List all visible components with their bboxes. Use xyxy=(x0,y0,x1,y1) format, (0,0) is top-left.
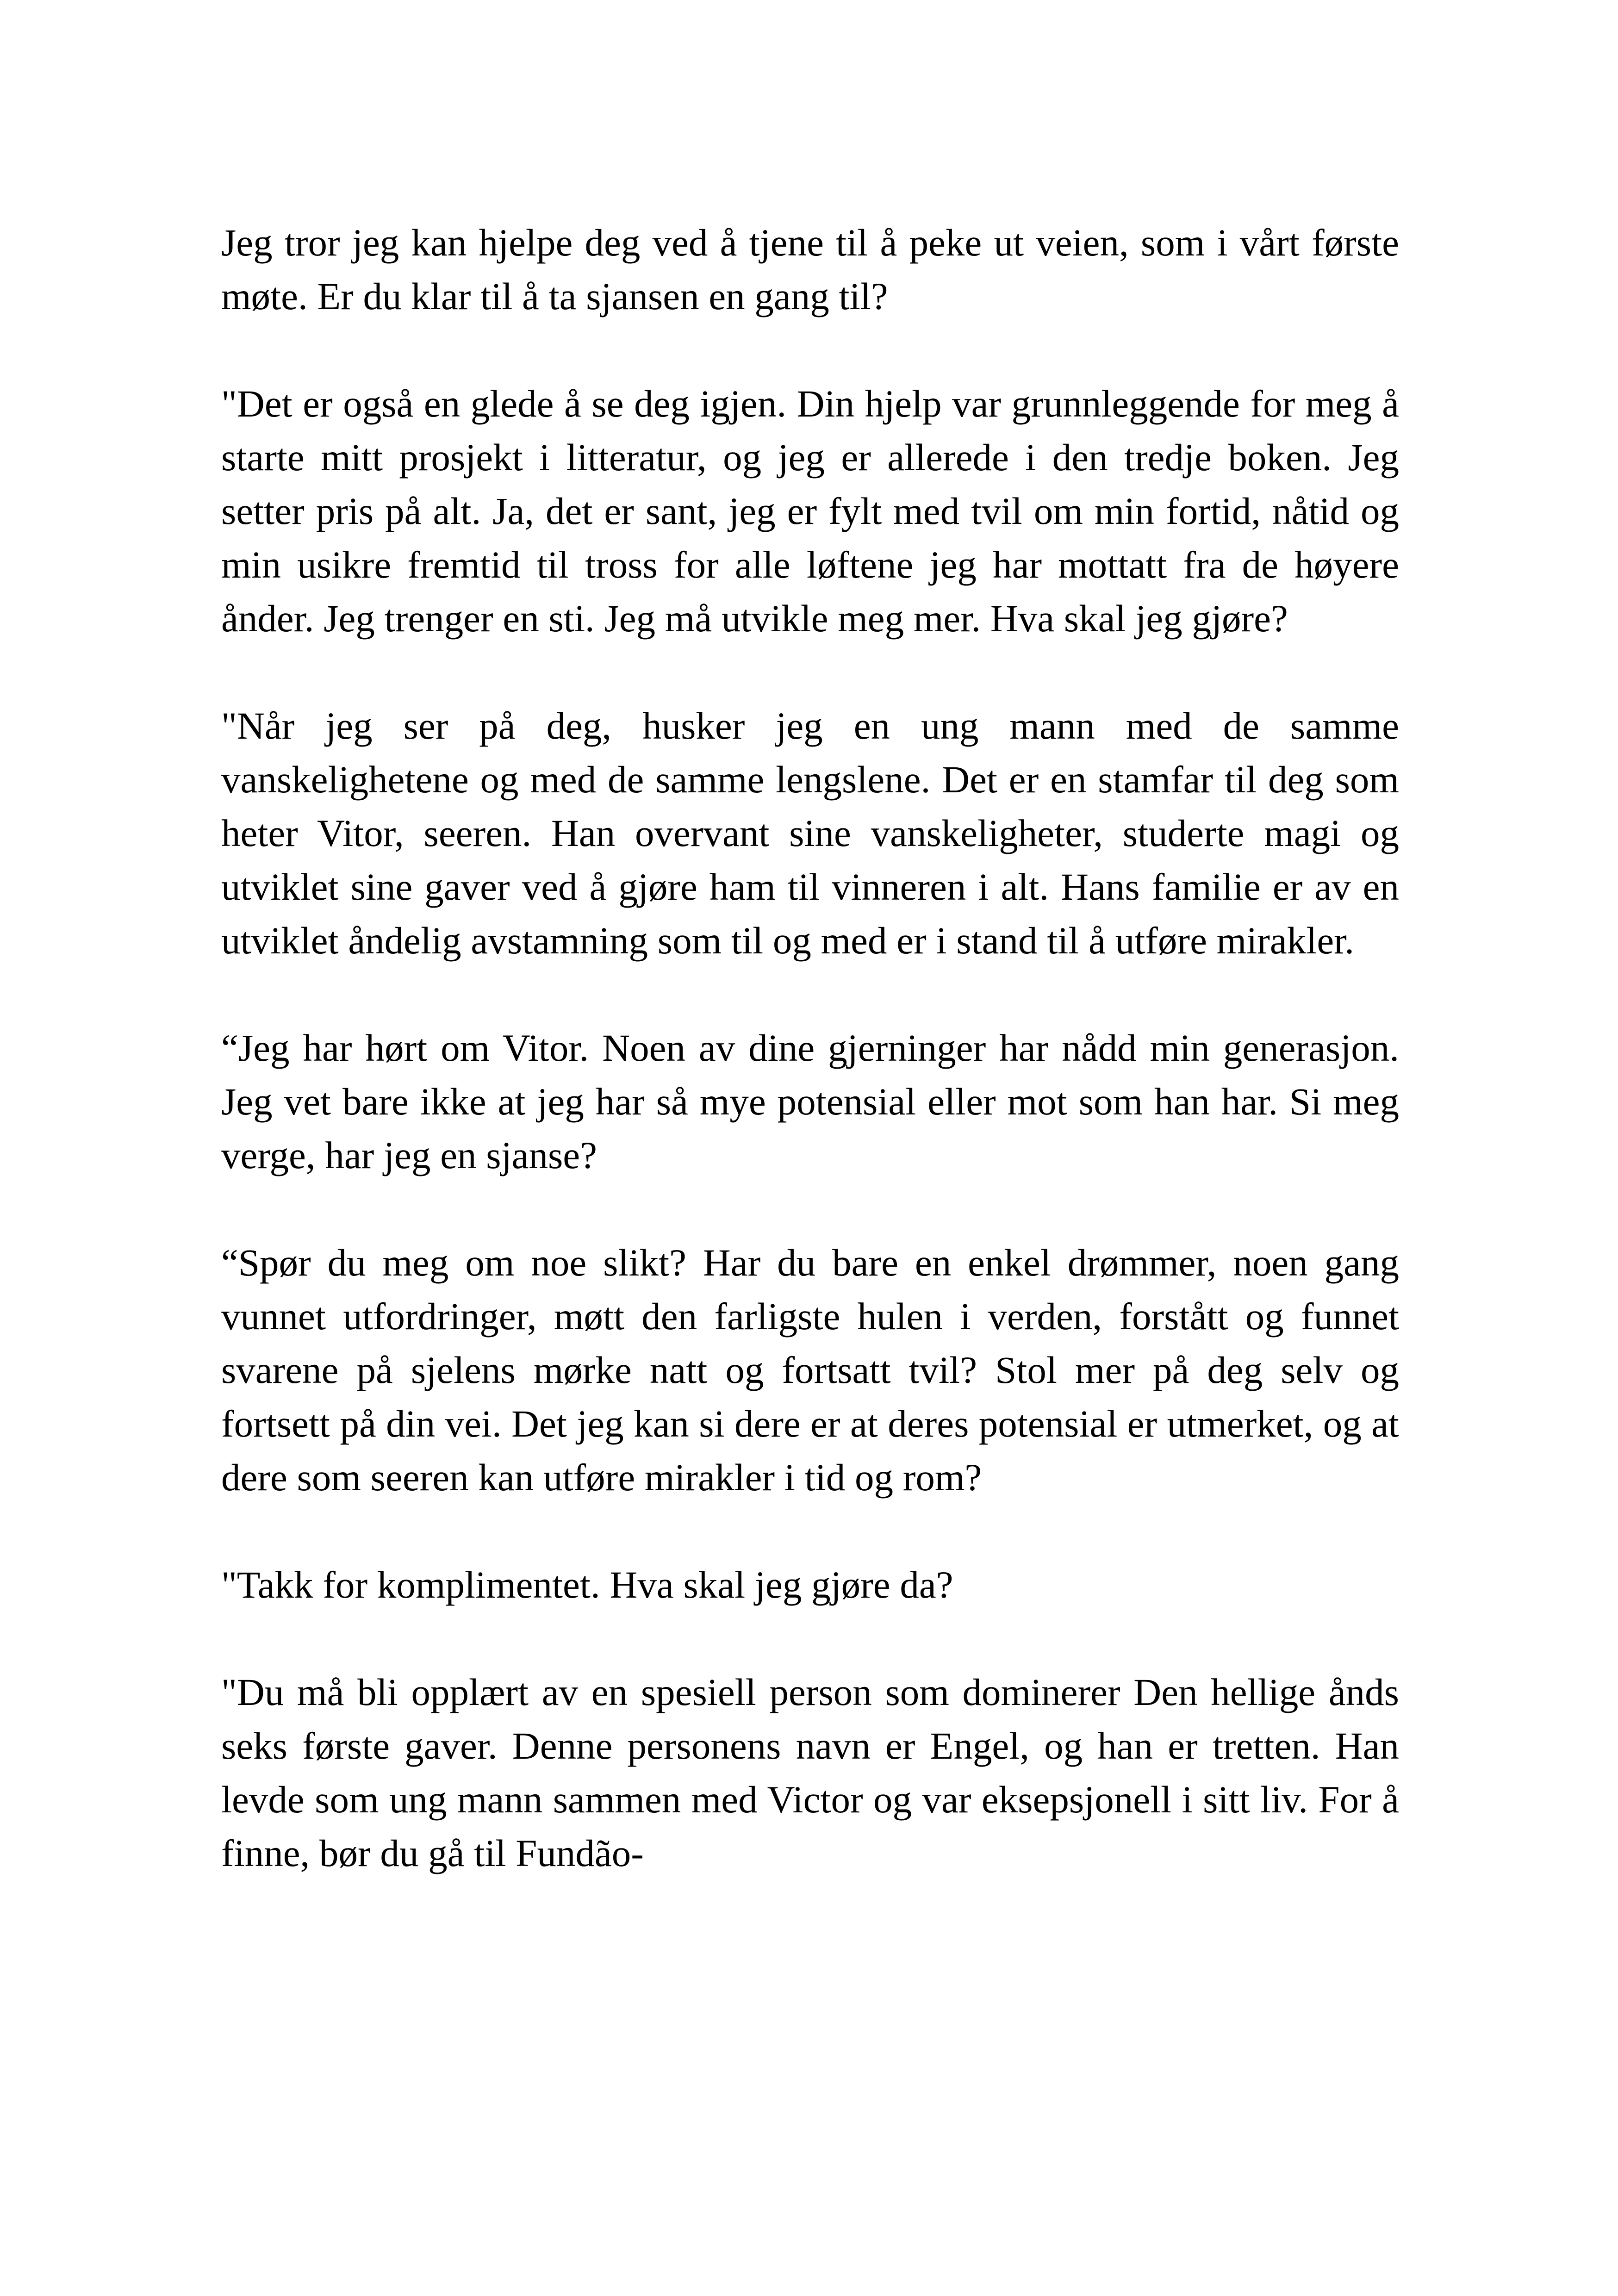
paragraph-2: "Det er også en glede å se deg igjen. Din hjelp var grunnleggende for meg å starte mitt prosjekt i litteratur, og jeg er allerede i den tredje boken. Jeg setter pris på alt. Ja, det er sant, jeg er fylt med tvil om min fortid, nåtid og min usikre fremtid til tross for alle løftene jeg har mottatt fra de høyere ånder. Jeg trenger en sti. Jeg må utvikle meg mer. Hva skal jeg gjøre? xyxy=(221,382,1399,640)
paragraph-7: "Du må bli opplært av en spesiell person som dominerer Den hellige ånds seks første gaver. Denne personens navn er Engel, og han er tretten. Han levde som ung mann sammen med Victor og var eksepsjonell i sitt liv. For å finne, bør du gå til Fundão- xyxy=(221,1671,1399,1874)
paragraph-3: "Når jeg ser på deg, husker jeg en ung mann med de samme vanskelighetene og med de samme lengslene. Det er en stamfar til deg som heter Vitor, seeren. Han overvant sine vanskeligheter, studerte magi og utviklet sine gaver ved å gjøre ham til vinneren i alt. Hans familie er av en utviklet åndelig avstamning som til og med er i stand til å utføre mirakler. xyxy=(221,704,1399,962)
paragraph-1: Jeg tror jeg kan hjelpe deg ved å tjene til å peke ut veien, som i vårt første møte. Er du klar til å ta sjansen en gang til? xyxy=(221,221,1399,317)
paragraph-6: "Takk for komplimentet. Hva skal jeg gjøre da? xyxy=(221,1563,953,1606)
paragraph-5: “Spør du meg om noe slikt? Har du bare en enkel drømmer, noen gang vunnet utfordringer, møtt den farligste hulen i verden, forstått og funnet svarene på sjelens mørke natt og fortsatt tvil? Stol mer på deg selv og fortsett på din vei. Det jeg kan si dere er at deres potensial er utmerket, og at dere som seeren kan utføre mirakler i tid og rom? xyxy=(221,1241,1399,1499)
body-text xyxy=(221,216,1399,1880)
paragraph-4: “Jeg har hørt om Vitor. Noen av dine gjerninger har nådd min generasjon. Jeg vet bare ikke at jeg har så mye potensial eller mot som han har. Si meg verge, har jeg en sjanse? xyxy=(221,1027,1399,1176)
